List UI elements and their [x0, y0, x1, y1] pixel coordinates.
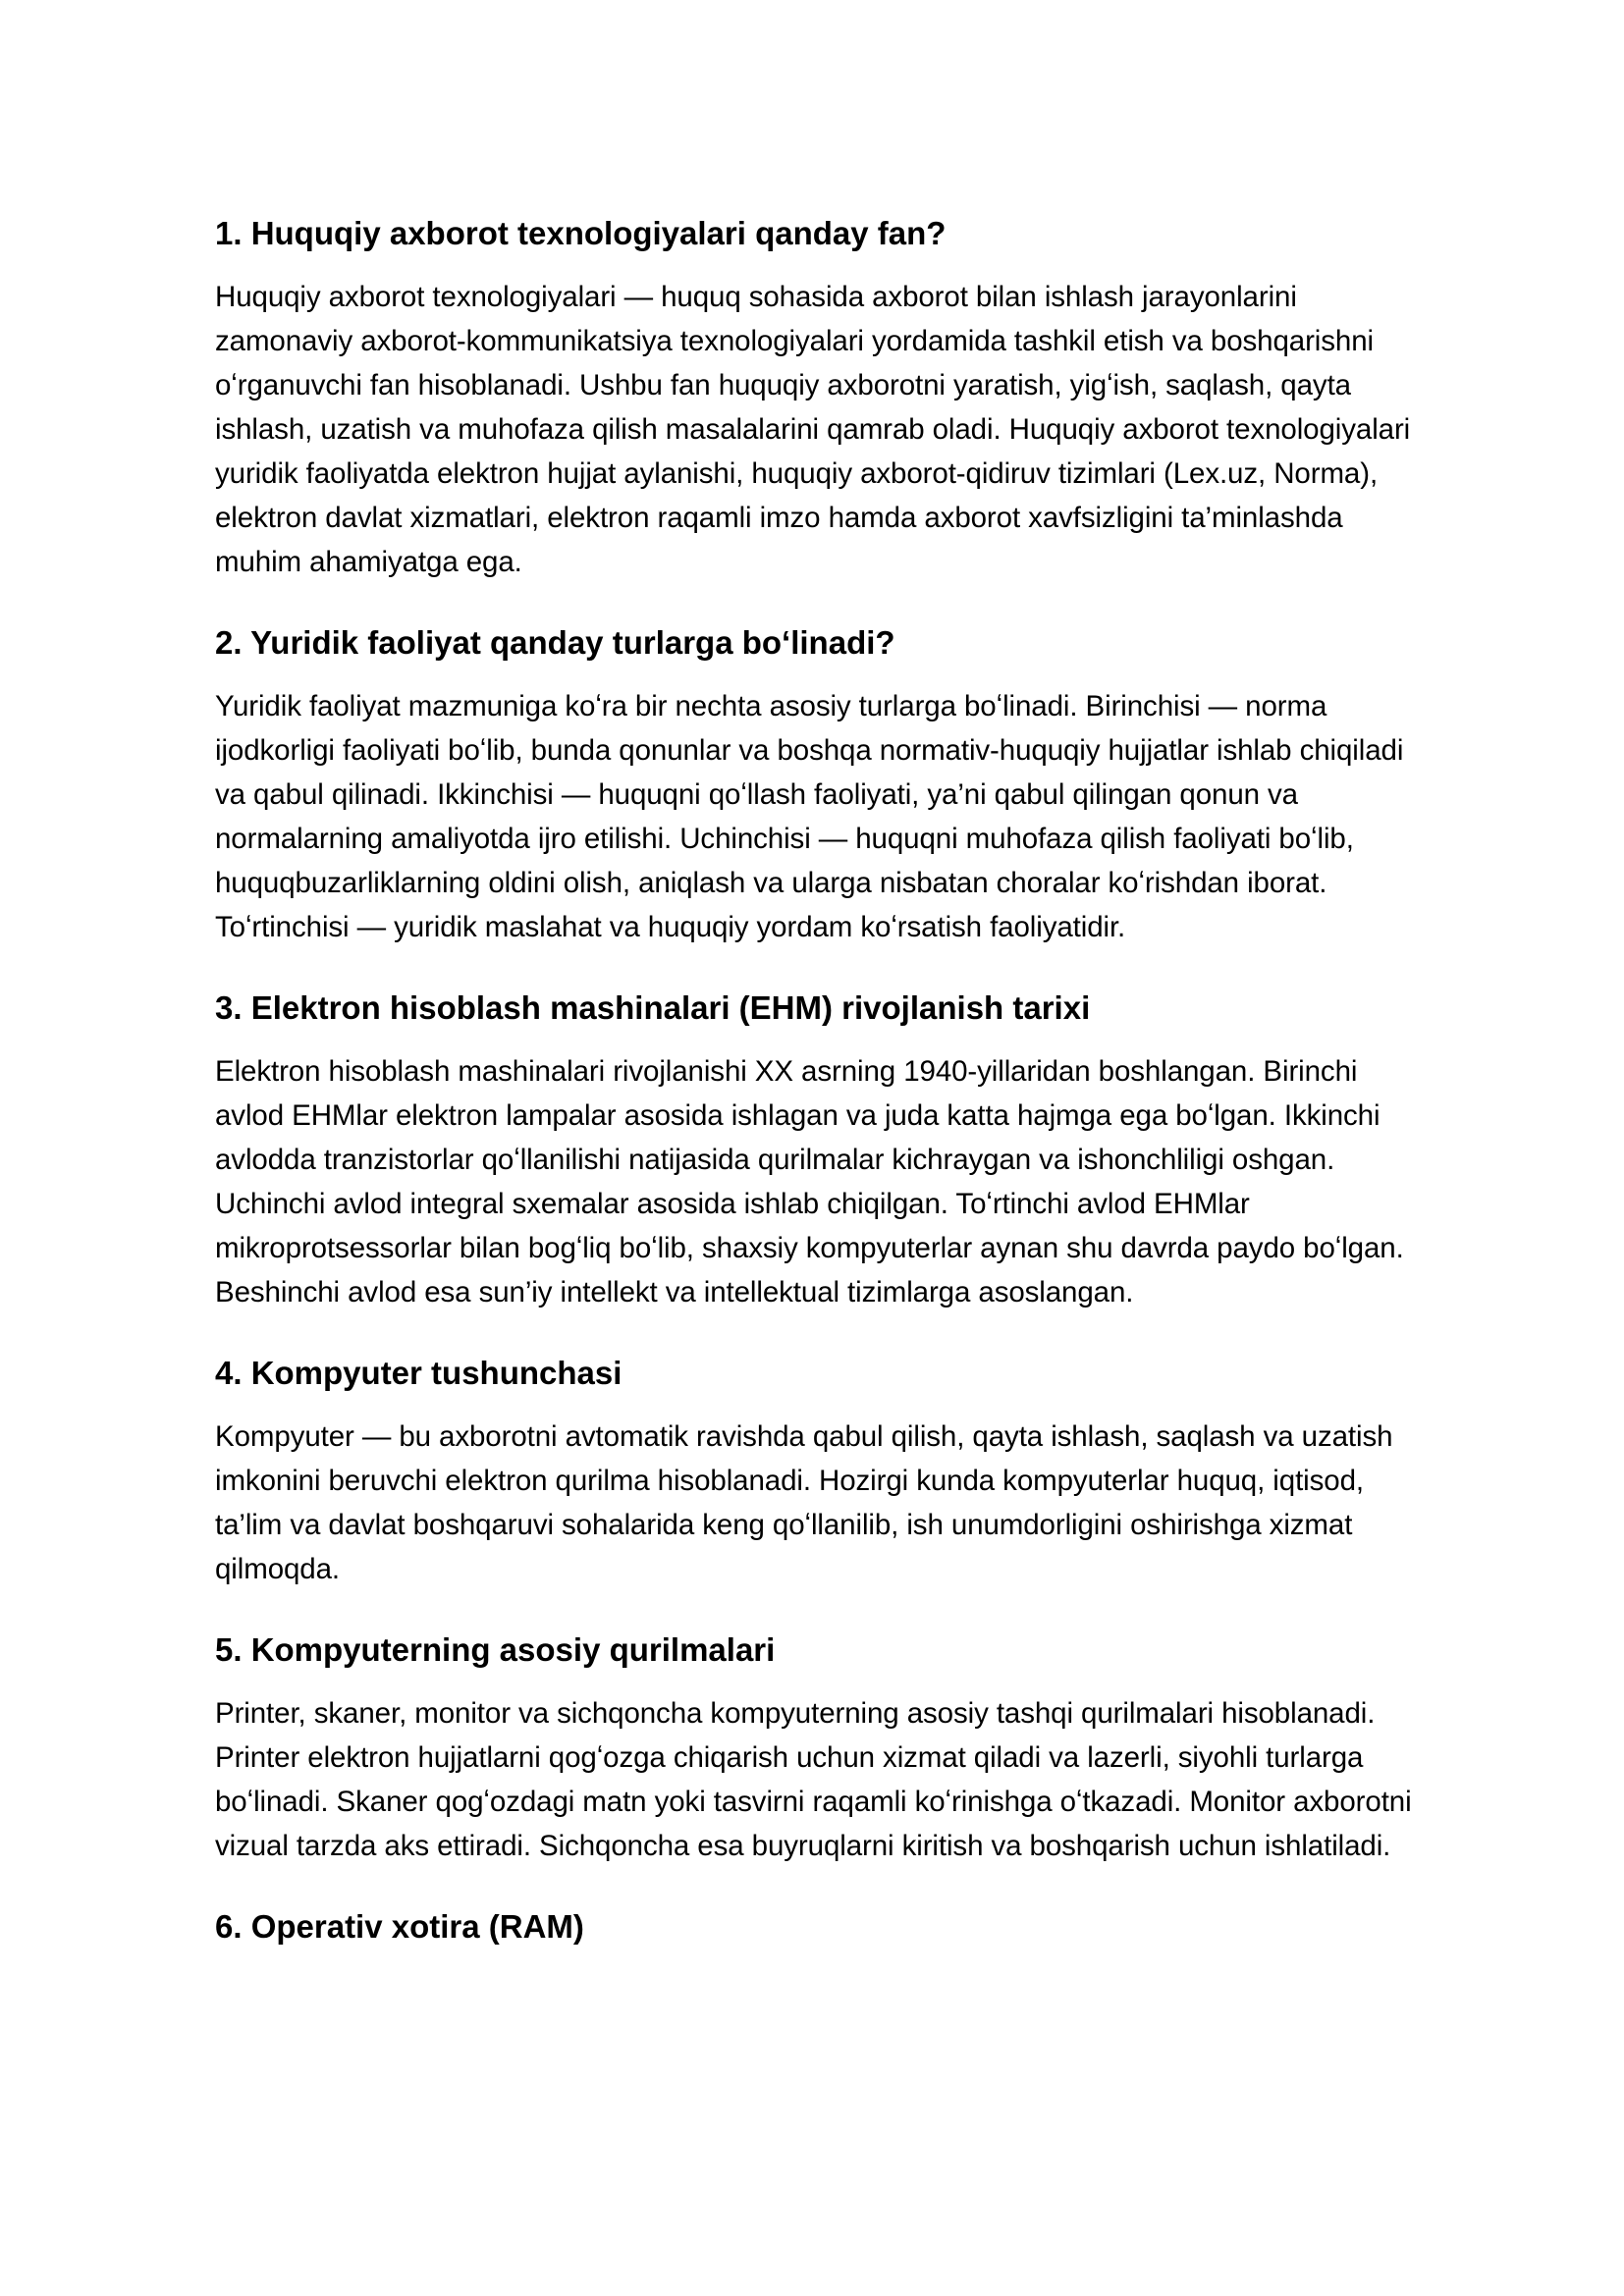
- section-paragraph: Elektron hisoblash mashinalari rivojlanishi XX asrning 1940-yillaridan boshlangan. Birinchi avlod EHMlar elektron lampalar asosida ishlagan va juda katta hajmga ega boʻlgan. Ikkinchi avlodda tranzistorlar qoʻllanilishi natijasida qurilmalar kichraygan va ishonchliligi oshgan. Uchinchi avlod integral sxemalar asosida ishlab chiqilgan. Toʻrtinchi avlod EHMlar mikroprotsessorlar bilan bogʻliq boʻlib, shaxsiy kompyuterlar aynan shu davrda paydo boʻlgan. Beshinchi avlod esa sun’iy intellekt va intellektual tizimlarga asoslangan.: [215, 1055, 1404, 1308]
- document-page: [215, 214, 1433, 1968]
- section-5: [215, 1630, 1433, 1868]
- section-6: [215, 1907, 1433, 1947]
- section-title: 3. Elektron hisoblash mashinalari (EHM) rivojlanish tarixi: [215, 989, 1091, 1026]
- section-4: [215, 1354, 1433, 1591]
- section-paragraph: Yuridik faoliyat mazmuniga koʻra bir nechta asosiy turlarga boʻlinadi. Birinchisi — norma ijodkorligi faoliyati boʻlib, bunda qonunlar va boshqa normativ-huquqiy hujjatlar ishlab chiqiladi va qabul qilinadi. Ikkinchisi — huquqni qoʻllash faoliyati, ya’ni qabul qilingan qonun va normalarning amaliyotda ijro etilishi. Uchinchisi — huquqni muhofaza qilish faoliyati boʻlib, huquqbuzarliklarning oldini olish, aniqlash va ularga nisbatan choralar koʻrishdan iborat. Toʻrtinchisi — yuridik maslahat va huquqiy yordam koʻrsatish faoliyatidir.: [215, 690, 1404, 943]
- section-title: 2. Yuridik faoliyat qanday turlarga boʻlinadi?: [215, 624, 895, 661]
- section-paragraph: Kompyuter — bu axborotni avtomatik ravishda qabul qilish, qayta ishlash, saqlash va uzatish imkonini beruvchi elektron qurilma hisoblanadi. Hozirgi kunda kompyuterlar huquq, iqtisod, ta’lim va davlat boshqaruvi sohalarida keng qoʻllanilib, ish unumdorligini oshirishga xizmat qilmoqda.: [215, 1420, 1393, 1585]
- section-3: [215, 988, 1433, 1314]
- section-2: [215, 623, 1433, 949]
- section-title: 4. Kompyuter tushunchasi: [215, 1355, 623, 1391]
- section-title: 1. Huquqiy axborot texnologiyalari qanday fan?: [215, 215, 947, 251]
- section-title: 6. Operativ xotira (RAM): [215, 1908, 584, 1945]
- section-paragraph: Huquqiy axborot texnologiyalari — huquq sohasida axborot bilan ishlash jarayonlarini zamonaviy axborot-kommunikatsiya texnologiyalari yordamida tashkil etish va boshqarishni oʻrganuvchi fan hisoblanadi. Ushbu fan huquqiy axborotni yaratish, yigʻish, saqlash, qayta ishlash, uzatish va muhofaza qilish masalalarini qamrab oladi. Huquqiy axborot texnologiyalari yuridik faoliyatda elektron hujjat aylanishi, huquqiy axborot-qidiruv tizimlari (Lex.uz, Norma), elektron davlat xizmatlari, elektron raqamli imzo hamda axborot xavfsizligini ta’minlashda muhim ahamiyatga ega.: [215, 281, 1411, 578]
- section-1: [215, 214, 1433, 584]
- section-title: 5. Kompyuterning asosiy qurilmalari: [215, 1631, 776, 1668]
- section-paragraph: Printer, skaner, monitor va sichqoncha kompyuterning asosiy tashqi qurilmalari hisoblanadi. Printer elektron hujjatlarni qogʻozga chiqarish uchun xizmat qiladi va lazerli, siyohli turlarga boʻlinadi. Skaner qogʻozdagi matn yoki tasvirni raqamli koʻrinishga oʻtkazadi. Monitor axborotni vizual tarzda aks ettiradi. Sichqoncha esa buyruqlarni kiritish va boshqarish uchun ishlatiladi.: [215, 1697, 1412, 1862]
